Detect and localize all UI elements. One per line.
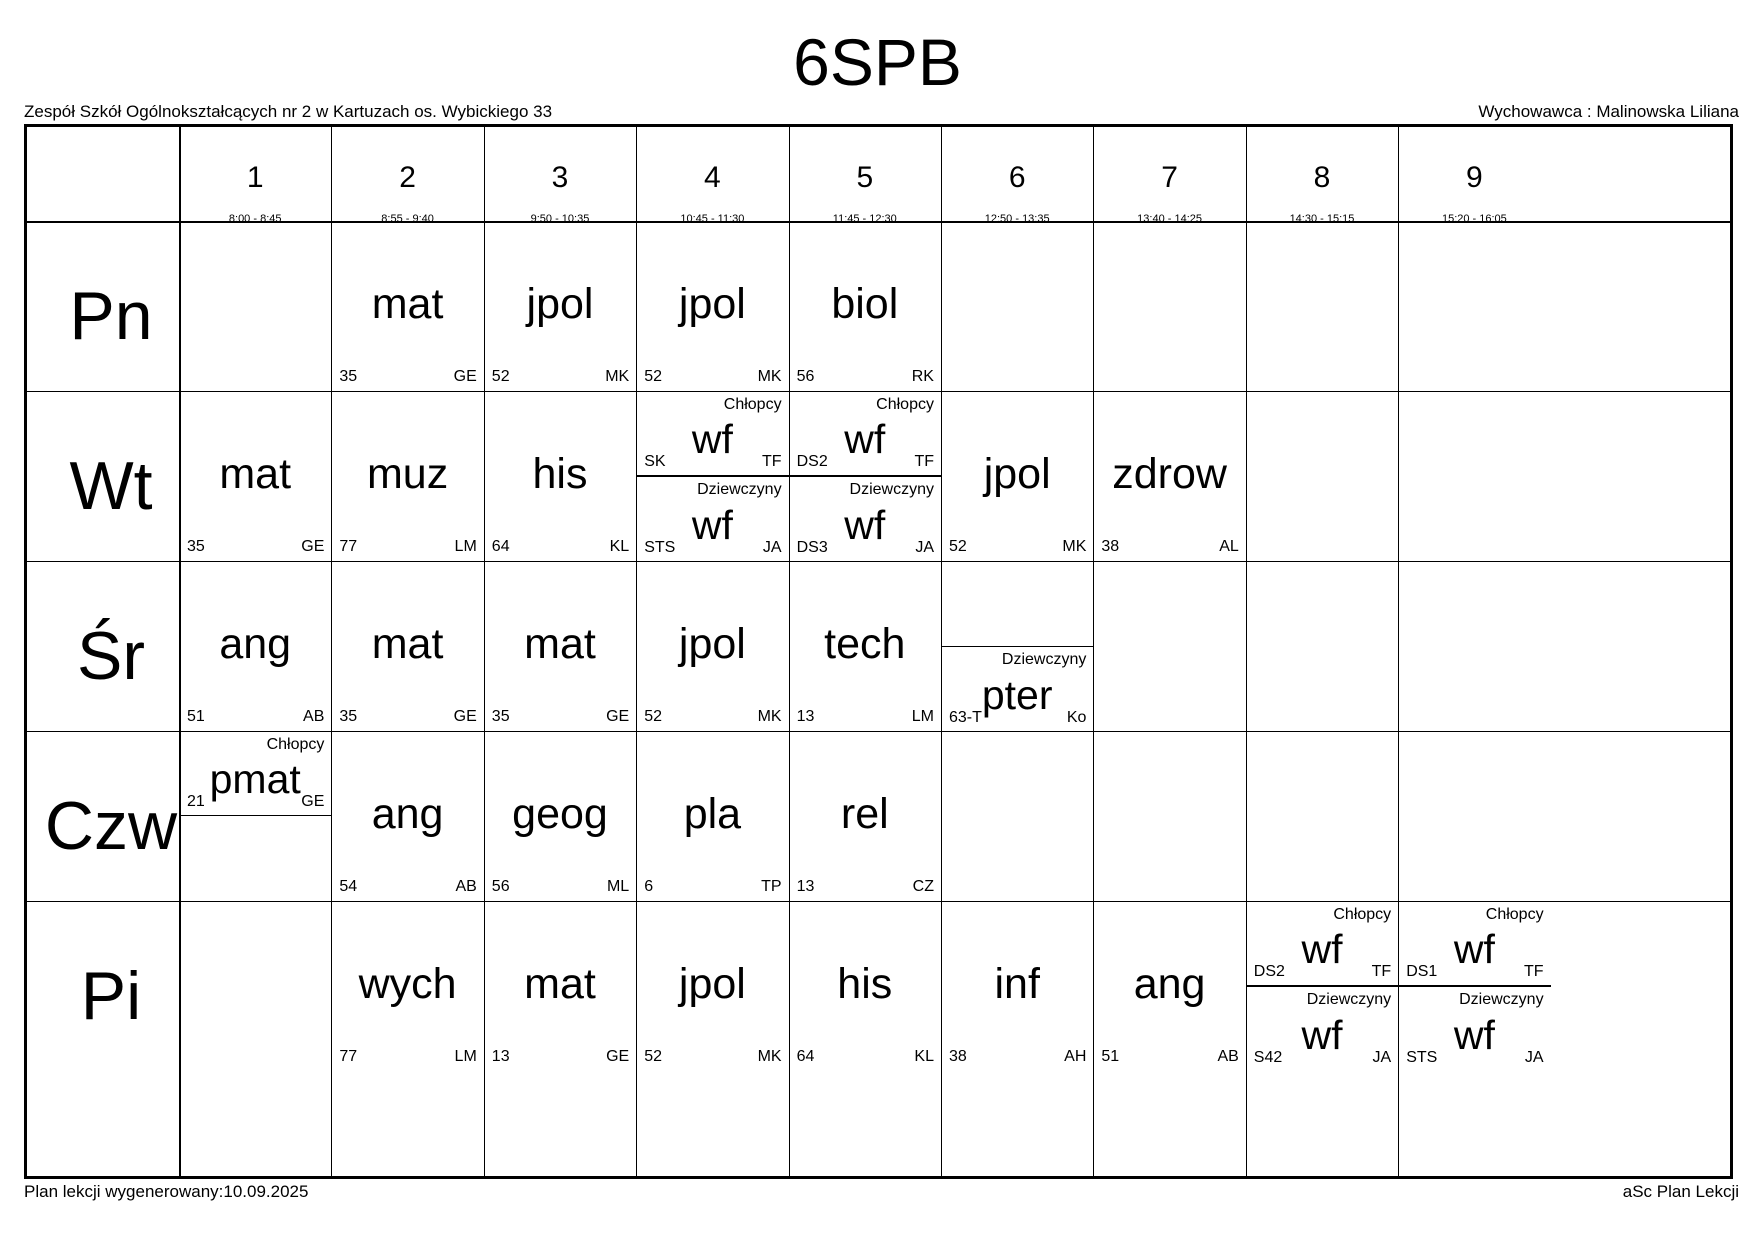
lesson-room: 52 bbox=[644, 1048, 662, 1065]
lesson-room: S42 bbox=[1253, 1049, 1283, 1066]
lesson-room: 51 bbox=[187, 708, 205, 725]
lesson-teacher: AB bbox=[303, 708, 325, 725]
lesson-subject: wych bbox=[358, 960, 457, 1008]
lesson-subject: jpol bbox=[526, 280, 594, 328]
lesson-teacher: Ko bbox=[1066, 709, 1087, 726]
lesson-room: 77 bbox=[339, 538, 358, 555]
lesson-subject: pmat bbox=[209, 756, 301, 802]
lesson-cell bbox=[179, 731, 331, 816]
half-separator-line bbox=[1246, 986, 1398, 987]
lesson-teacher: LM bbox=[911, 708, 934, 725]
lesson-cell bbox=[789, 561, 941, 731]
lesson-room: 38 bbox=[1101, 538, 1120, 555]
period-header bbox=[484, 127, 636, 231]
timetable-title: 6SPB bbox=[793, 25, 962, 99]
lesson-room: DS2 bbox=[796, 453, 828, 470]
lesson-room: 52 bbox=[491, 368, 510, 385]
lesson-cell bbox=[484, 221, 636, 391]
period-time: 15:20 - 16:05 bbox=[1441, 213, 1507, 225]
lesson-subject: muz bbox=[366, 450, 449, 498]
lesson-teacher: AB bbox=[455, 878, 477, 895]
lesson-cell bbox=[636, 731, 788, 901]
lesson-cell bbox=[331, 731, 483, 901]
lesson-room: SK bbox=[644, 453, 666, 470]
lesson-subject: jpol bbox=[678, 280, 746, 328]
lesson-cell bbox=[941, 901, 1093, 1071]
lesson-room: 6 bbox=[644, 878, 654, 895]
lesson-subject: wf bbox=[1453, 1012, 1495, 1058]
lesson-subject: wf bbox=[691, 416, 733, 462]
lesson-group: Dziewczyny bbox=[1001, 651, 1087, 668]
lesson-teacher: KL bbox=[914, 1048, 934, 1065]
lesson-cell bbox=[941, 646, 1093, 731]
lesson-subject: wf bbox=[1301, 926, 1343, 972]
lesson-subject: ang bbox=[1133, 960, 1206, 1008]
lesson-teacher: JA bbox=[1524, 1049, 1544, 1066]
lesson-cell bbox=[636, 901, 788, 1071]
lesson-subject: biol bbox=[831, 280, 899, 328]
lesson-subject: wf bbox=[1301, 1012, 1343, 1058]
lesson-cell bbox=[331, 391, 483, 561]
lesson-cell bbox=[484, 561, 636, 731]
lesson-teacher: ML bbox=[606, 878, 630, 895]
lesson-cell bbox=[1246, 986, 1398, 1071]
lesson-subject: mat bbox=[371, 280, 444, 328]
lesson-teacher: AB bbox=[1217, 1048, 1239, 1065]
lesson-cell bbox=[331, 561, 483, 731]
lesson-room: 35 bbox=[339, 708, 358, 725]
lesson-teacher: GE bbox=[606, 708, 630, 725]
lesson-room: 63-T bbox=[949, 709, 982, 726]
lesson-group: Chłopcy bbox=[266, 736, 325, 753]
lesson-subject: jpol bbox=[678, 960, 746, 1008]
lesson-subject: his bbox=[837, 960, 893, 1008]
lesson-teacher: GE bbox=[606, 1048, 630, 1065]
lesson-cell bbox=[1246, 901, 1398, 986]
lesson-teacher: MK bbox=[1062, 538, 1087, 555]
lesson-room: 35 bbox=[187, 538, 205, 555]
lesson-room: 64 bbox=[491, 538, 510, 555]
lesson-teacher: TF bbox=[762, 453, 782, 470]
lesson-cell bbox=[636, 391, 788, 476]
lesson-teacher: GE bbox=[453, 368, 477, 385]
lesson-teacher: LM bbox=[454, 1048, 477, 1065]
lesson-teacher: JA bbox=[915, 539, 934, 556]
lesson-subject: inf bbox=[994, 960, 1040, 1008]
lesson-room: 51 bbox=[1101, 1048, 1120, 1065]
lesson-subject: mat bbox=[524, 620, 596, 668]
day-label: Śr bbox=[77, 618, 145, 694]
lesson-cell bbox=[179, 391, 331, 561]
period-time: 8:55 - 9:40 bbox=[381, 213, 434, 225]
lesson-teacher: GE bbox=[301, 793, 325, 810]
lesson-cell bbox=[484, 731, 636, 901]
period-header bbox=[1246, 127, 1398, 231]
lesson-room: DS1 bbox=[1406, 963, 1438, 980]
lesson-subject: wf bbox=[844, 416, 886, 462]
lesson-subject: ang bbox=[219, 620, 292, 668]
class-tutor: Wychowawca : Malinowska Liliana bbox=[1478, 102, 1739, 121]
lesson-teacher: GE bbox=[301, 538, 325, 555]
period-header bbox=[1093, 127, 1245, 231]
lesson-subject: mat bbox=[524, 960, 596, 1008]
period-number: 1 bbox=[246, 161, 264, 194]
lesson-group: Dziewczyny bbox=[1459, 991, 1544, 1008]
period-time: 12:50 - 13:35 bbox=[984, 213, 1050, 225]
lesson-cell bbox=[1398, 986, 1550, 1071]
lesson-room: 13 bbox=[796, 708, 815, 725]
lesson-room: STS bbox=[644, 539, 676, 556]
lesson-cell bbox=[179, 561, 331, 731]
school-name: Zespół Szkół Ogólnokształcących nr 2 w Kartuzach os. Wybickiego 33 bbox=[24, 102, 553, 121]
lesson-subject: rel bbox=[840, 790, 889, 838]
lesson-cell bbox=[484, 391, 636, 561]
lesson-group: Dziewczyny bbox=[849, 481, 934, 498]
period-number: 3 bbox=[551, 161, 569, 194]
lesson-teacher: RK bbox=[911, 368, 934, 385]
generated-date: Plan lekcji wygenerowany:10.09.2025 bbox=[24, 1182, 309, 1201]
lesson-room: 56 bbox=[491, 878, 510, 895]
lesson-cell bbox=[789, 731, 941, 901]
period-time: 14:30 - 15:15 bbox=[1289, 213, 1355, 225]
lesson-subject: zdrow bbox=[1112, 450, 1227, 498]
lesson-cell bbox=[789, 476, 941, 561]
lesson-room: 52 bbox=[644, 708, 662, 725]
period-header bbox=[1398, 127, 1550, 231]
lesson-room: 56 bbox=[796, 368, 815, 385]
period-header bbox=[331, 127, 483, 231]
day-label: Czw bbox=[44, 788, 178, 864]
lesson-room: 35 bbox=[339, 368, 358, 385]
period-header bbox=[789, 127, 941, 231]
lesson-subject: mat bbox=[371, 620, 444, 668]
lesson-cell bbox=[1093, 391, 1245, 561]
period-number: 9 bbox=[1466, 161, 1483, 194]
lesson-teacher: KL bbox=[609, 538, 630, 555]
lesson-teacher: TP bbox=[761, 878, 782, 895]
lesson-room: 38 bbox=[949, 1048, 967, 1065]
period-time: 10:45 - 11:30 bbox=[680, 213, 745, 225]
lesson-teacher: TF bbox=[1524, 963, 1544, 980]
lesson-teacher: CZ bbox=[912, 878, 934, 895]
lesson-room: 64 bbox=[796, 1048, 815, 1065]
lesson-room: 52 bbox=[644, 368, 662, 385]
lesson-cell bbox=[1093, 901, 1245, 1071]
lesson-group: Chłopcy bbox=[723, 396, 782, 413]
lesson-group: Chłopcy bbox=[1485, 906, 1544, 923]
lesson-room: DS3 bbox=[796, 539, 828, 556]
period-number: 5 bbox=[856, 161, 874, 194]
lesson-room: DS2 bbox=[1253, 963, 1285, 980]
lesson-cell bbox=[789, 391, 941, 476]
period-time: 13:40 - 14:25 bbox=[1137, 213, 1202, 225]
period-number: 2 bbox=[399, 161, 416, 194]
lesson-cell bbox=[941, 391, 1093, 561]
lesson-subject: mat bbox=[219, 450, 292, 498]
lesson-teacher: JA bbox=[1372, 1049, 1392, 1066]
lesson-teacher: MK bbox=[757, 708, 782, 725]
half-separator-line bbox=[789, 476, 941, 477]
lesson-subject: jpol bbox=[983, 450, 1051, 498]
lesson-subject: wf bbox=[844, 502, 886, 548]
lesson-group: Dziewczyny bbox=[697, 481, 782, 498]
half-separator-line bbox=[636, 476, 788, 477]
app-credit: aSc Plan Lekcji bbox=[1622, 1182, 1739, 1201]
lesson-group: Chłopcy bbox=[876, 396, 934, 413]
lesson-room: 77 bbox=[339, 1048, 358, 1065]
lesson-cell bbox=[484, 901, 636, 1071]
half-separator-line bbox=[1398, 986, 1550, 987]
period-time: 8:00 - 8:45 bbox=[228, 213, 282, 225]
period-time: 9:50 - 10:35 bbox=[530, 213, 590, 225]
lesson-subject: his bbox=[532, 450, 588, 498]
lesson-subject: geog bbox=[512, 790, 608, 838]
period-number: 6 bbox=[1008, 161, 1026, 194]
lesson-group: Dziewczyny bbox=[1306, 991, 1392, 1008]
day-label: Wt bbox=[69, 448, 153, 524]
lesson-room: STS bbox=[1406, 1049, 1438, 1066]
lesson-subject: wf bbox=[1453, 926, 1495, 972]
period-header bbox=[941, 127, 1093, 231]
lesson-teacher: MK bbox=[757, 1048, 782, 1065]
day-label: Pn bbox=[69, 278, 153, 354]
lesson-subject: jpol bbox=[678, 620, 746, 668]
lesson-room: 13 bbox=[796, 878, 815, 895]
lesson-cell bbox=[636, 221, 788, 391]
lesson-room: 54 bbox=[339, 878, 358, 895]
lesson-teacher: JA bbox=[762, 539, 782, 556]
lesson-teacher: MK bbox=[757, 368, 782, 385]
period-number: 8 bbox=[1313, 161, 1331, 194]
period-header bbox=[179, 127, 331, 231]
period-time: 11:45 - 12:30 bbox=[832, 213, 897, 225]
lesson-teacher: AL bbox=[1219, 538, 1239, 555]
lesson-teacher: MK bbox=[605, 368, 630, 385]
day-label: Pi bbox=[80, 958, 142, 1034]
period-number: 7 bbox=[1161, 161, 1178, 194]
lesson-teacher: AH bbox=[1064, 1048, 1087, 1065]
period-header bbox=[636, 127, 788, 231]
timetable-grid bbox=[24, 124, 1733, 1179]
lesson-cell bbox=[789, 221, 941, 391]
lesson-subject: ang bbox=[371, 790, 444, 838]
lesson-room: 13 bbox=[491, 1048, 510, 1065]
lesson-cell bbox=[636, 476, 788, 561]
lesson-cell bbox=[331, 221, 483, 391]
lesson-room: 35 bbox=[491, 708, 510, 725]
lesson-room: 21 bbox=[187, 793, 205, 810]
lesson-teacher: TF bbox=[914, 453, 934, 470]
lesson-subject: pla bbox=[683, 790, 742, 838]
lesson-teacher: TF bbox=[1371, 963, 1392, 980]
lesson-cell bbox=[1398, 901, 1550, 986]
lesson-cell bbox=[331, 901, 483, 1071]
half-separator-line bbox=[941, 646, 1093, 647]
lesson-teacher: GE bbox=[453, 708, 477, 725]
lesson-cell bbox=[789, 901, 941, 1071]
period-number: 4 bbox=[704, 161, 721, 194]
lesson-teacher: LM bbox=[454, 538, 477, 555]
lesson-subject: wf bbox=[691, 502, 733, 548]
lesson-subject: pter bbox=[981, 672, 1053, 718]
lesson-cell bbox=[636, 561, 788, 731]
lesson-group: Chłopcy bbox=[1333, 906, 1392, 923]
lesson-subject: tech bbox=[824, 620, 906, 668]
lesson-room: 52 bbox=[949, 538, 967, 555]
